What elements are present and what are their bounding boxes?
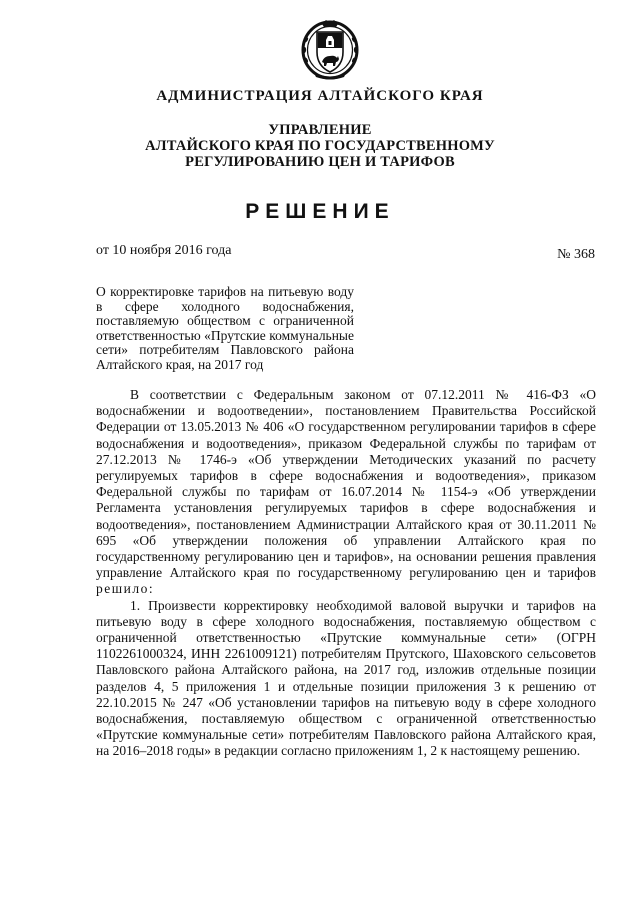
preamble-text: В соответствии с Федеральным законом от 07.12.2011 № 416-ФЗ «О водоснабжении и водоотведении», постановлением Правительства Российской Федерации от 13.05.2013 № 406 «О государственном регулировании тарифов в сфере водоснабжения и водоотведения», приказом Федеральной службы по тарифам от 27.12.2013 № 1746-э «Об утверждении Методических указаний по расчету регулируемых тарифов в сфере водоснабжения и водоотведения», приказом Федеральной службы по тарифам от 16.07.2014 № 1154-э «Об утверждении Регламента установления регулируемых тарифов в сфере водоснабжения и водоотведения», постановлением Администрации Алтайского края от 30.11.2011 № 695 «Об утверждении положения об управлении Алтайского края по государственному регулированию цен и тарифов», на основании решения правления управление Алтайского края по государственному регулированию цен и тарифов [96,387,596,581]
department-line: УПРАВЛЕНИЕ [268,122,372,138]
document-body [96,387,596,760]
document-date: от 10 ноября 2016 года [96,243,232,258]
department-title [0,122,640,170]
department-line: РЕГУЛИРОВАНИЮ ЦЕН И ТАРИФОВ [185,154,455,170]
altai-krai-coat-of-arms-icon [300,18,360,80]
document-subject: О корректировке тарифов на питьевую воду в сфере холодного водоснабжения, поставляемую обществом с ограниченной ответственностью «Прутские коммунальные сети» потребителям Павловского района Алтайского края, на 2017 год [96,284,354,372]
organization-title: АДМИНИСТРАЦИЯ АЛТАЙСКОГО КРАЯ [156,88,484,104]
document-type-heading: РЕШЕНИЕ [245,200,395,223]
body-paragraph [96,387,596,598]
body-paragraph: 1. Произвести корректировку необходимой валовой выручки и тарифов на питьевую воду в сфере холодного водоснабжения, поставляемую обществом с ограниченной ответственностью «Прутские коммунальные сети» (ОГРН 1102261000324, ИНН 2261009121) потребителям Прутского, Шаховского сельсоветов Павловского района Алтайского района, на 2017 год, изложив отдельные позиции разделов 4, 5 приложения 1 и отдельные позиции приложения 3 к решению от 22.10.2015 № 247 «Об установлении тарифов на питьевую воду в сфере холодного водоснабжения, поставляемую обществом с ограниченной ответственностью «Прутские коммунальные сети» потребителям Павловского района Алтайского края, на 2016–2018 годы» в редакции согласно приложениям 1, 2 к настоящему решению. [96,597,596,759]
resolution-verb: решило: [96,581,155,597]
document-number: № 368 [557,247,595,262]
department-line: АЛТАЙСКОГО КРАЯ ПО ГОСУДАРСТВЕННОМУ [145,138,495,154]
